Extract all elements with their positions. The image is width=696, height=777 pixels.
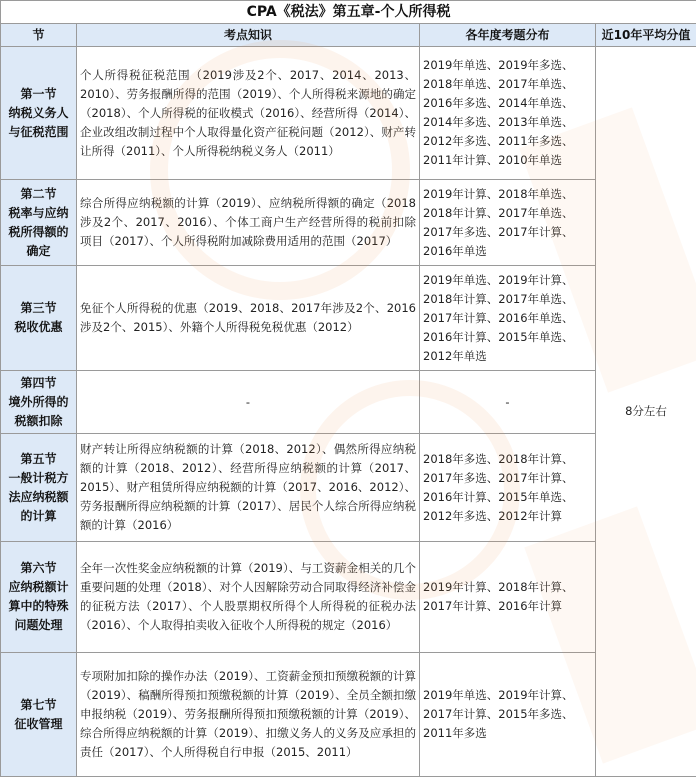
table-row: [1, 653, 696, 777]
table-title: CPA《税法》第五章-个人所得税: [1, 1, 696, 24]
section-cell: [1, 653, 77, 777]
knowledge-cell: 综合所得应纳税额的计算（2019）、应纳税所得额的确定（2018涉及2个、2017、2016）、个体工商户生产经营所得的税前扣除项目（2017）、个人所得税附加减除费用适用的范围（2017）: [77, 180, 420, 266]
table-row: [1, 47, 696, 180]
section-cell: [1, 434, 77, 542]
distribution-text: 2019年计算、2018年计算、 2017年计算、2016年计算: [423, 580, 574, 613]
knowledge-cell: 专项附加扣除的操作办法（2019）、工资薪金预扣预缴税额的计算（2019）、稿酬所得预扣预缴税额的计算（2019）、全员全额扣缴申报纳税（2019）、劳务报酬所得预扣预缴税额的计算（2019）、综合所得应纳税额的计算（2019）、扣缴义务人的义务及应承担的责任（2017）、个人所得税自行申报（2015、2011）: [77, 653, 420, 777]
header-section: 节: [1, 24, 77, 47]
section-cell: [1, 180, 77, 266]
table-row: [1, 434, 696, 542]
distribution-cell: [420, 542, 596, 653]
section-label: 第四节 境外所得的 税额扣除: [8, 376, 68, 428]
section-cell: [1, 266, 77, 371]
section-cell: [1, 371, 77, 434]
header-knowledge: 考点知识: [77, 24, 420, 47]
table-row: [1, 266, 696, 371]
section-label: 第七节 征收管理: [14, 698, 62, 731]
table-row: [1, 371, 696, 434]
knowledge-cell: 免征个人所得税的优惠（2019、2018、2017年涉及2个、2016涉及2个、2015）、外籍个人所得税免税优惠（2012）: [77, 266, 420, 371]
distribution-cell: [420, 180, 596, 266]
table-row: [1, 542, 696, 653]
section-label: 第五节 一般计税方 法应纳税额 的计算: [8, 452, 68, 523]
section-label: 第二节 税率与应纳 税所得额的 确定: [8, 187, 68, 258]
distribution-cell: [420, 434, 596, 542]
distribution-text: 2019年单选、2019年计算、 2018年计算、2017年单选、 2017年计算、2016年单选、 2016年计算、2015年单选、 2012年单选: [423, 273, 574, 363]
knowledge-cell: -: [77, 371, 420, 434]
knowledge-cell: 个人所得税征税范围（2019涉及2个、2017、2014、2013、2010）、劳务报酬所得的范围（2019）、个人所得税来源地的确定（2018）、个人所得税的征收模式（2016）、经营所得（2014）、企业改组改制过程中个人取得量化资产征税问题（2012）、财产转让所得（2011）、个人所得税纳税义务人（2011）: [77, 47, 420, 180]
distribution-cell: [420, 47, 596, 180]
distribution-cell: -: [420, 371, 596, 434]
section-cell: [1, 542, 77, 653]
distribution-cell: [420, 266, 596, 371]
section-label: 第一节 纳税义务人 与征税范围: [8, 87, 68, 139]
table-row: [1, 180, 696, 266]
distribution-text: 2019年单选、2019年多选、 2018年单选、2017年单选、 2016年多选、2014年单选、 2014年多选、2013年单选、 2012年多选、2011年多选、 2011年计算、2010年单选: [423, 58, 574, 167]
distribution-text: 2018年多选、2018年计算、 2017年多选、2017年计算、 2016年计算、2015年单选、 2012年多选、2012年计算: [423, 452, 574, 523]
section-label: 第六节 应纳税额计 算中的特殊 问题处理: [8, 561, 68, 632]
average-value-cell: 8分左右: [596, 47, 696, 777]
section-cell: [1, 47, 77, 180]
header-distribution: 各年度考题分布: [420, 24, 596, 47]
distribution-text: 2019年单选、2019年计算、 2017年计算、2015年多选、 2011年多选: [423, 688, 574, 740]
distribution-cell: [420, 653, 596, 777]
header-average: 近10年平均分值: [596, 24, 696, 47]
distribution-text: 2019年计算、2018年单选、 2018年计算、2017年单选、 2017年多选、2017年计算、 2016年单选: [423, 187, 574, 258]
knowledge-cell: 财产转让所得应纳税额的计算（2018、2012）、偶然所得应纳税额的计算（2018、2012）、经营所得应纳税额的计算（2017、2015）、财产租赁所得应纳税额的计算（2017、2016、2012）、劳务报酬所得应纳税额的计算（2017）、居民个人综合所得应纳税额的计算（2016）: [77, 434, 420, 542]
knowledge-cell: 全年一次性奖金应纳税额的计算（2019）、与工资薪金相关的几个重要问题的处理（2018）、对个人因解除劳动合同取得经济补偿金的征税方法（2017）、个人股票期权所得个人所得税的征税办法（2016）、个人取得拍卖收入征收个人所得税的规定（2016）: [77, 542, 420, 653]
section-label: 第三节 税收优惠: [14, 301, 62, 334]
